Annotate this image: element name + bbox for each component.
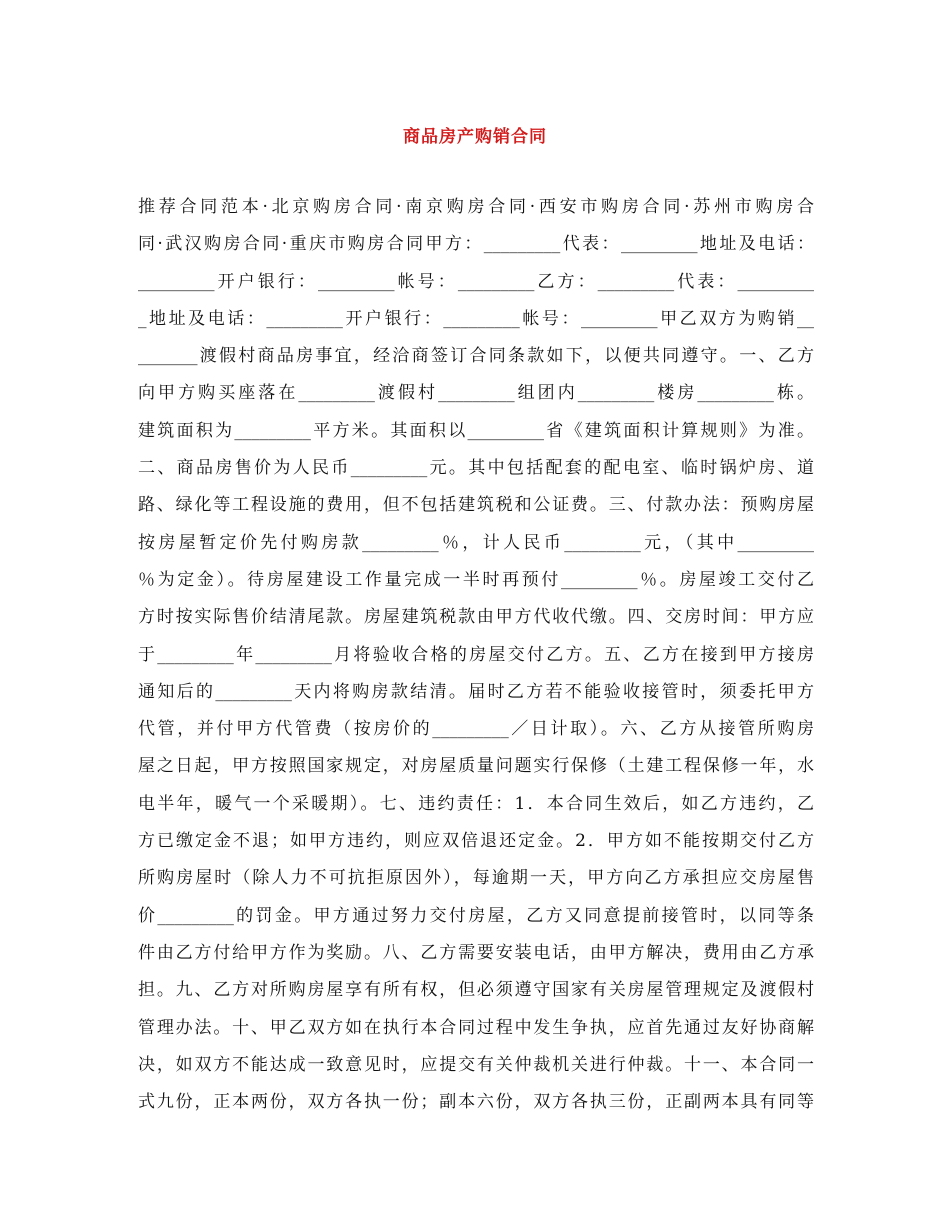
document-line: 担。九、乙方对所购房屋享有所有权，但必须遵守国家有关房屋管理规定及渡假村: [138, 980, 814, 1001]
document-line: 按房屋暂定价先付购房款_________％，计人民币_________元，（其中_________: [138, 532, 814, 553]
document-line: 通知后的_________天内将购房款结清。届时乙方若不能验收接管时，须委托甲方: [138, 681, 814, 702]
document-line: 于_________年_________月将验收合格的房屋交付乙方。五、乙方在接到甲方接房: [138, 644, 814, 665]
document-line: 价_________的罚金。甲方通过努力交付房屋，乙方又同意提前接管时，以同等条: [138, 905, 814, 926]
document-line: 二、商品房售价为人民币_________元。其中包括配套的配电室、临时锅炉房、道: [138, 458, 814, 479]
document-line: _________开户银行：_________帐号：_________乙方：_________代表：_________: [138, 271, 814, 292]
document-line: 屋之日起，甲方按照国家规定，对房屋质量问题实行保修（土建工程保修一年，水: [138, 756, 814, 777]
document-title: 商品房产购销合同: [403, 127, 547, 147]
document-line: 建筑面积为_________平方米。其面积以_________省《建筑面积计算规则》为准。: [138, 420, 814, 441]
document-line: 向甲方购买座落在_________渡假村_________组团内_________楼房_________栋。: [138, 383, 814, 404]
document-line: 管理办法。十、甲乙双方如在执行本合同过程中发生争执，应首先通过友好协商解: [138, 1017, 814, 1038]
document-line: 件由乙方付给甲方作为奖励。八、乙方需要安装电话，由甲方解决，费用由乙方承: [138, 942, 814, 963]
document-line: 方已缴定金不退；如甲方违约，则应双倍退还定金。2．甲方如不能按期交付乙方: [138, 831, 814, 852]
document-line: ％为定金）。待房屋建设工作量完成一半时再预付_________％。房屋竣工交付乙: [138, 569, 814, 590]
document-line: 同·武汉购房合同·重庆市购房合同甲方：_________代表：_________地址及电话：: [138, 234, 814, 255]
document-line: 推荐合同范本·北京购房合同·南京购房合同·西安市购房合同·苏州市购房合: [138, 197, 814, 217]
document-line: _地址及电话：_________开户银行：_________帐号：_________甲乙双方为购销__: [138, 308, 814, 329]
document-line: 路、绿化等工程设施的费用，但不包括建筑税和公证费。三、付款办法：预购房屋: [138, 495, 814, 516]
document-line: 方时按实际售价结清尾款。房屋建筑税款由甲方代收代缴。四、交房时间：甲方应: [138, 607, 814, 628]
document-line: 代管，并付甲方代管费（按房价的_________／日计取）。六、乙方从接管所购房: [138, 719, 814, 740]
document-line: 所购房屋时（除人力不可抗拒原因外），每逾期一天，甲方向乙方承担应交房屋售: [138, 868, 814, 889]
document-line: _______渡假村商品房事宜，经洽商签订合同条款如下，以便共同遵守。一、乙方: [138, 346, 814, 367]
document-body: [138, 193, 814, 1125]
document-line: 电半年，暖气一个采暖期）。七、违约责任：1．本合同生效后，如乙方违约，乙: [138, 793, 814, 814]
document-line: 式九份，正本两份，双方各执一份；副本六份，双方各执三份，正副两本具有同等: [138, 1092, 814, 1113]
document-line: 决，如双方不能达成一致意见时，应提交有关仲裁机关进行仲裁。十一、本合同一: [138, 1054, 814, 1075]
